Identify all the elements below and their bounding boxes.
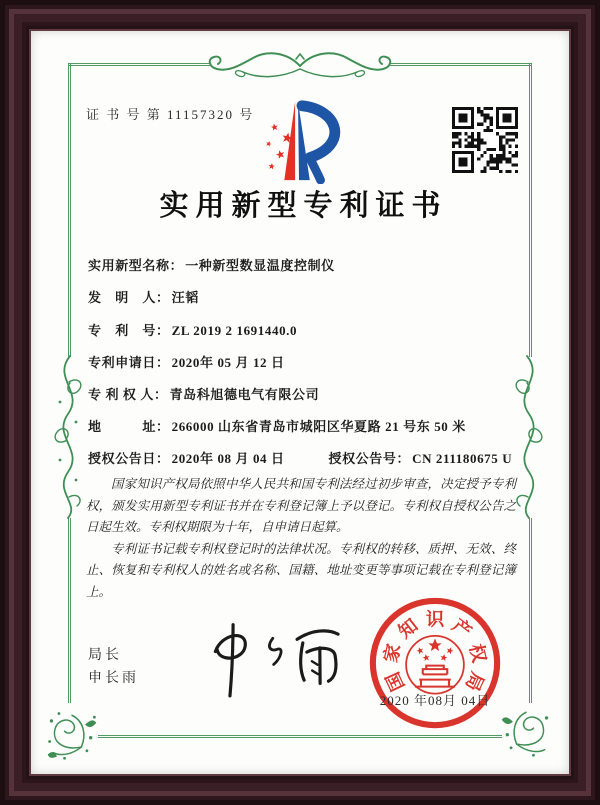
seal-char: 家 — [380, 641, 405, 665]
seal-char: 国 — [382, 668, 409, 694]
field-row-address — [88, 416, 466, 435]
seal-char: 识 — [425, 609, 445, 630]
field-row-patentee — [88, 384, 319, 403]
field-value: 2020年 05 月 12 日 — [171, 355, 285, 370]
border-top-right-segment — [390, 63, 532, 66]
signature-handwriting — [182, 615, 353, 705]
signer-name: 申长雨 — [88, 671, 139, 686]
seal-char: 局 — [461, 668, 488, 694]
border-bottom-segment — [98, 735, 502, 738]
field-label: 专 利 权 人： — [88, 387, 168, 402]
field-label: 授权公告日： — [88, 451, 170, 466]
cnipa-logo-icon — [243, 94, 355, 184]
floral-bottom-left-ornament — [44, 706, 100, 762]
seal-char: 知 — [394, 615, 422, 643]
field-label: 实用新型名称： — [88, 258, 184, 273]
field-label: 地 址： — [88, 419, 170, 434]
official-seal — [365, 593, 505, 733]
qr-code — [452, 107, 518, 173]
certificate-title: 实用新型专利证书 — [159, 190, 448, 222]
border-left-lower-segment — [68, 518, 71, 703]
seal-date: 2020 年08月 04日 — [379, 693, 491, 708]
legal-text — [86, 474, 516, 603]
vine-right-ornament — [511, 352, 547, 522]
field-row-patent-number — [88, 320, 297, 339]
border-top-left-segment — [68, 63, 210, 66]
field-value: ZL 2019 2 1691440.0 — [171, 323, 298, 338]
field-row-inventor — [88, 287, 199, 306]
legal-paragraph-2: 专利证书记载专利权登记时的法律状况。专利权的转移、质押、无效、终止、恢复和专利权人的姓名或名称、国籍、地址变更等事项记载在专利登记簿上。 — [86, 541, 516, 599]
field-row-grant — [88, 448, 512, 467]
floral-bottom-right-ornament — [498, 703, 554, 759]
legal-paragraph-1: 国家知识产权局依照中华人民共和国专利法经过初步审查，决定授予专利权，颁发实用新型专利证书并在专利登记簿上予以登记。专利权自授权公告之日起生效。专利权期限为十年，自申请日起算。 — [86, 477, 516, 534]
vine-left-ornament — [50, 352, 86, 522]
field-value: 2020年 08 月 04 日 — [171, 451, 285, 466]
field-value: 青岛科旭德电气有限公司 — [169, 387, 320, 402]
flourish-top-ornament — [195, 46, 405, 86]
field-value: CN 211180675 U — [412, 451, 513, 466]
field-value: 汪韬 — [171, 290, 199, 305]
field-value: 266000 山东省青岛市城阳区华夏路 21 号东 50 米 — [171, 419, 466, 434]
field-label: 授权公告号： — [328, 451, 411, 466]
national-emblem-icon — [406, 636, 464, 694]
seal-char: 权 — [465, 641, 490, 665]
seal-char: 产 — [448, 615, 476, 643]
border-right-lower-segment — [529, 518, 532, 703]
field-label: 专利申请日： — [88, 355, 170, 370]
signer-title: 局长 — [88, 648, 122, 663]
field-label: 专 利 号： — [88, 323, 170, 338]
field-row-name — [88, 255, 335, 274]
certificate-number: 证 书 号 第 11157320 号 — [86, 107, 255, 122]
field-label: 发 明 人： — [88, 290, 170, 305]
field-value: 一种新型数显温度控制仪 — [185, 258, 335, 273]
field-row-filing-date — [88, 352, 285, 371]
